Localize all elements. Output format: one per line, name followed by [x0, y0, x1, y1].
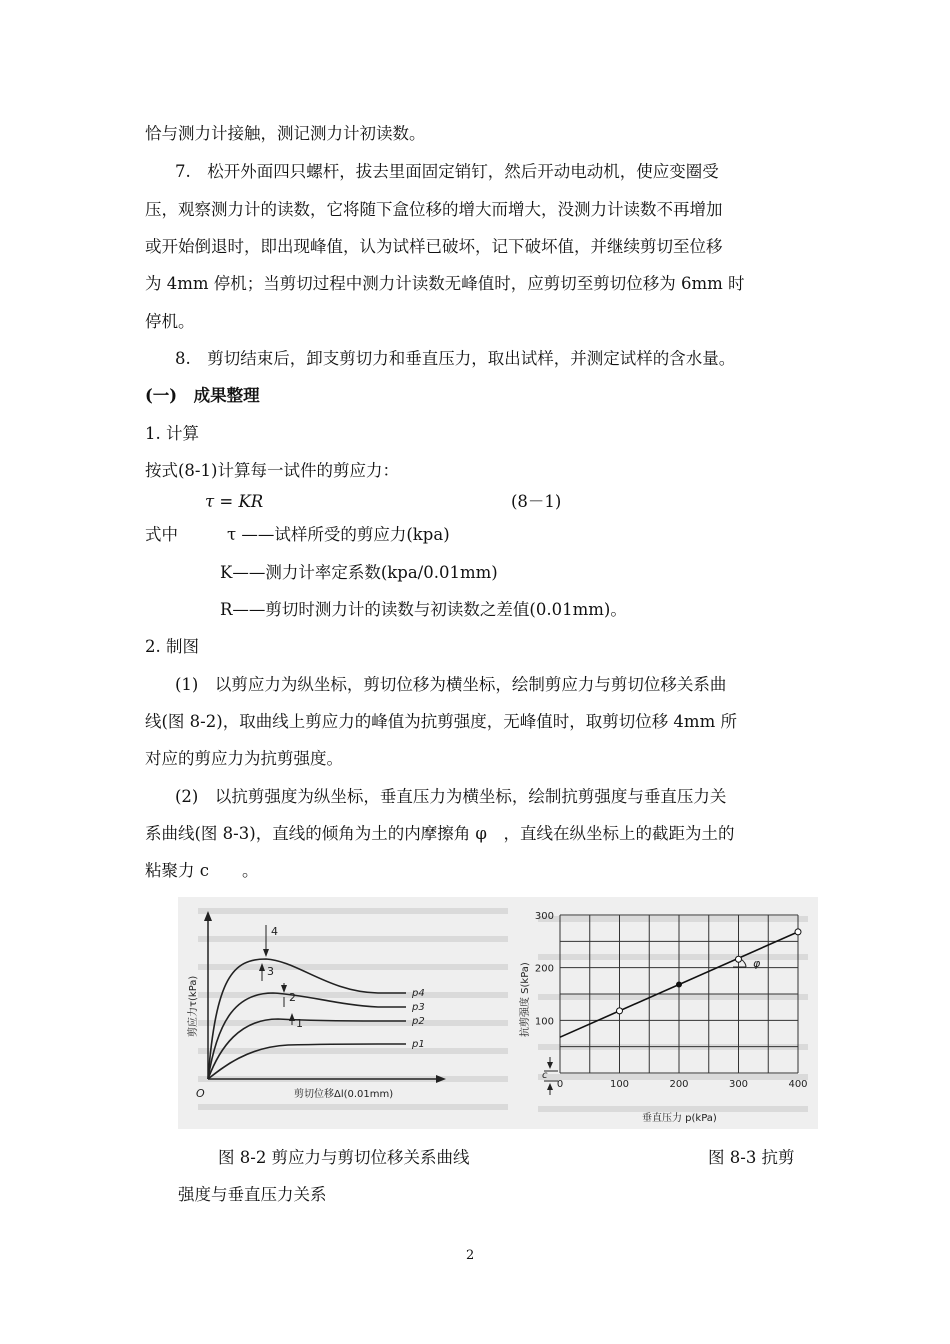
data-point [677, 982, 682, 987]
chart-strength-pressure [518, 911, 808, 1124]
text-line: (1) 以剪应力为纵坐标，剪切位移为横坐标，绘制剪应力与剪切位移关系曲 [175, 675, 727, 694]
text-line: 停机。 [145, 312, 195, 331]
page-number: 2 [466, 1248, 475, 1263]
text-line: 恰与测力计接触，测记测力计初读数。 [145, 124, 426, 143]
formula: τ = KR [205, 492, 264, 511]
curve-label-p4: p4 [412, 988, 425, 999]
subsection-heading: 2. 制图 [145, 637, 199, 656]
c-intercept-label: c [542, 1070, 548, 1081]
x-tick-100: 100 [609, 1079, 630, 1090]
definition-r: R——剪切时测力计的读数与初读数之差值(0.01mm)。 [220, 600, 627, 619]
text-line: 为 4mm 停机；当剪切过程中测力计读数无峰值时，应剪切至剪切位移为 6mm 时 [145, 274, 745, 293]
text-line: 粘聚力 c 。 [145, 861, 259, 880]
curve-p3 [208, 993, 406, 1079]
x-tick-200: 200 [669, 1079, 689, 1090]
tick-labels [535, 911, 808, 1090]
x-tick-0: 0 [556, 1079, 564, 1090]
curve-label-p1: p1 [412, 1039, 425, 1050]
definition-tau: τ ——试样所受的剪应力(kpa) [227, 525, 450, 544]
x-tick-300: 300 [728, 1079, 749, 1090]
data-point [736, 956, 742, 962]
peak-marker-1: 1 [296, 1017, 303, 1030]
figure-scan [178, 897, 818, 1129]
phi-label: φ [753, 957, 761, 970]
figure-8-3-caption-cont: 强度与垂直压力关系 [178, 1185, 327, 1204]
subsection-heading: 1. 计算 [145, 424, 199, 443]
formula-number: (8－1) [511, 492, 562, 511]
y-axis-label: 剪应力τ(kPa) [188, 975, 199, 1037]
text-line: 或开始倒退时，即出现峰值，认为试样已破坏，记下破坏值，并继续剪切至位移 [145, 237, 723, 256]
definition-label: 式中 [145, 525, 178, 544]
definition-k: K——测力计率定系数(kpa/0.01mm) [220, 563, 498, 582]
peak-marker-2: 2 [289, 991, 296, 1004]
origin-label: O [196, 1087, 205, 1100]
figure-8-2-caption: 图 8-2 剪应力与剪切位移关系曲线 [218, 1148, 470, 1167]
text-line: 7. 松开外面四只螺杆，拔去里面固定销钉，然后开动电动机，使应变圈受 [175, 162, 719, 181]
text-line: 系曲线(图 8-3)，直线的倾角为土的内摩擦角 φ ，直线在纵坐标上的截距为土的 [145, 824, 735, 843]
peak-marker-4: 4 [271, 925, 278, 938]
x-axis-label: 垂直压力 p(kPa) [642, 1113, 717, 1124]
figure-8-3-caption: 图 8-3 抗剪 [708, 1148, 795, 1167]
text-line: (2) 以抗剪强度为纵坐标，垂直压力为横坐标，绘制抗剪强度与垂直压力关 [175, 787, 727, 806]
x-tick-400: 400 [788, 1079, 808, 1090]
text-line: 线(图 8-2)，取曲线上剪应力的峰值为抗剪强度，无峰值时，取剪切位移 4mm 所 [145, 712, 737, 731]
text-line: 压，观察测力计的读数，它将随下盒位移的增大而增大，没测力计读数不再增加 [145, 200, 723, 219]
peak-marker-3: 3 [267, 965, 274, 978]
data-point [617, 1008, 623, 1014]
curve-label-p2: p2 [412, 1016, 425, 1027]
text-line: 8. 剪切结束后，卸支剪切力和垂直压力，取出试样，并测定试样的含水量。 [175, 349, 736, 368]
y-tick-200: 200 [534, 963, 554, 975]
y-tick-100: 100 [534, 1016, 554, 1028]
y-axis-label: 抗剪强度 S(kPa) [520, 962, 531, 1037]
data-point [795, 929, 801, 935]
text-line: 按式(8-1)计算每一试件的剪应力： [145, 461, 399, 480]
y-tick-300: 300 [534, 911, 554, 922]
section-heading: (一) 成果整理 [145, 386, 260, 405]
x-axis-label: 剪切位移Δl(0.01mm) [294, 1089, 394, 1100]
text-line: 对应的剪应力为抗剪强度。 [145, 749, 343, 768]
curve-label-p3: p3 [412, 1002, 425, 1013]
curve-p4 [208, 959, 406, 1079]
